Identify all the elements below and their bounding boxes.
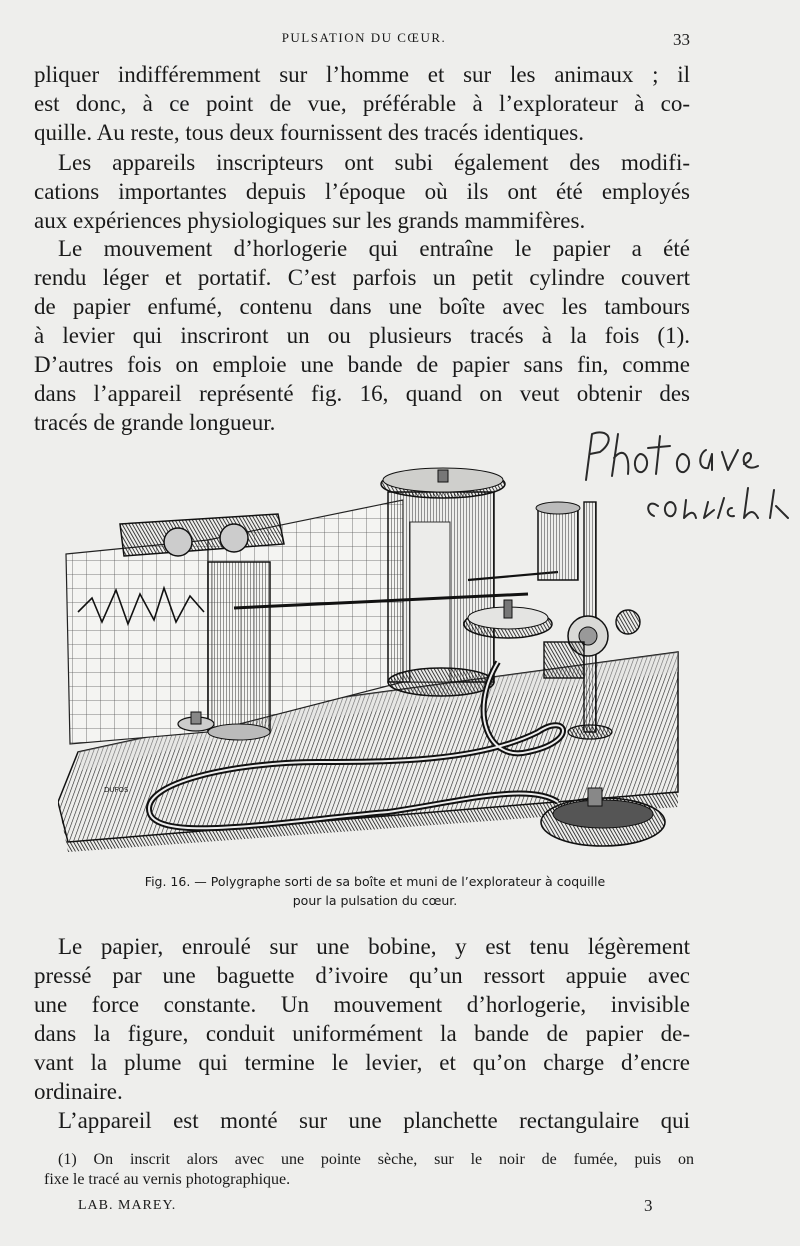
signature-mark: LAB. MAREY.	[78, 1198, 177, 1213]
footnote-line: (1) On inscrit alors avec une pointe sèche, sur le noir de fumée, puis on	[58, 1151, 694, 1168]
text-line: quille. Au reste, tous deux fournissent des tracés identiques.	[34, 120, 584, 145]
text-line: cations importantes depuis l’époque où ils ont été employés	[34, 179, 690, 204]
text-line: dans la figure, conduit uniformément la bande de papier de-	[34, 1021, 690, 1046]
text-line: à levier qui inscriront un ou plusieurs tracés à la fois (1).	[34, 323, 690, 348]
paragraph-3	[34, 234, 690, 437]
text-line: ordinaire.	[34, 1079, 123, 1104]
paragraph-5	[34, 1106, 690, 1135]
paragraph-2	[34, 148, 690, 235]
text-line: aux expériences physiologiques sur les grands mammifères.	[34, 208, 586, 233]
footnote	[44, 1150, 694, 1190]
figure-caption	[60, 872, 690, 910]
text-line: tracés de grande longueur.	[34, 410, 276, 435]
page-number: 33	[673, 30, 690, 49]
footnote-line: fixe le tracé au vernis photographique.	[44, 1171, 291, 1188]
running-head-title: PULSATION DU CŒUR.	[281, 30, 447, 45]
text-line: L’appareil est monté sur une planchette rectangulaire qui	[58, 1108, 690, 1133]
signature-number: 3	[644, 1196, 653, 1215]
text-line: dans l’appareil représenté fig. 16, quand on veut obtenir des	[34, 381, 690, 406]
text-line: vant la plume qui termine le levier, et qu’on charge d’encre	[34, 1050, 690, 1075]
text-line: Les appareils inscripteurs ont subi également des modifi-	[58, 150, 690, 175]
text-line: pliquer indifféremment sur l’homme et sur les animaux ; il	[34, 62, 690, 87]
caption-line: Fig. 16. — Polygraphe sorti de sa boîte et muni de l’explorateur à coquille	[144, 874, 606, 889]
text-line: de papier enfumé, contenu dans une boîte avec les tambours	[34, 294, 690, 319]
text-line: rendu léger et portatif. C’est parfois un petit cylindre couvert	[34, 265, 690, 290]
paragraph-1	[34, 60, 690, 147]
text-line: Le papier, enroulé sur une bobine, y est tenu légèrement	[58, 934, 690, 959]
svg-text:DUFOS: DUFOS	[104, 786, 129, 794]
text-line: est donc, à ce point de vue, préférable à l’explorateur à co-	[34, 91, 690, 116]
polygraph-engraving	[58, 462, 688, 852]
text-line: Le mouvement d’horlogerie qui entraîne le papier a été	[58, 236, 690, 261]
paragraph-4	[34, 932, 690, 1106]
text-line: D’autres fois on emploie une bande de papier sans fin, comme	[34, 352, 690, 377]
caption-line: pour la pulsation du cœur.	[292, 893, 458, 908]
running-head	[38, 30, 690, 52]
text-line: pressé par une baguette d’ivoire qu’un ressort appuie avec	[34, 963, 690, 988]
figure-16	[58, 462, 688, 852]
text-line: une force constante. Un mouvement d’horlogerie, invisible	[34, 992, 690, 1017]
